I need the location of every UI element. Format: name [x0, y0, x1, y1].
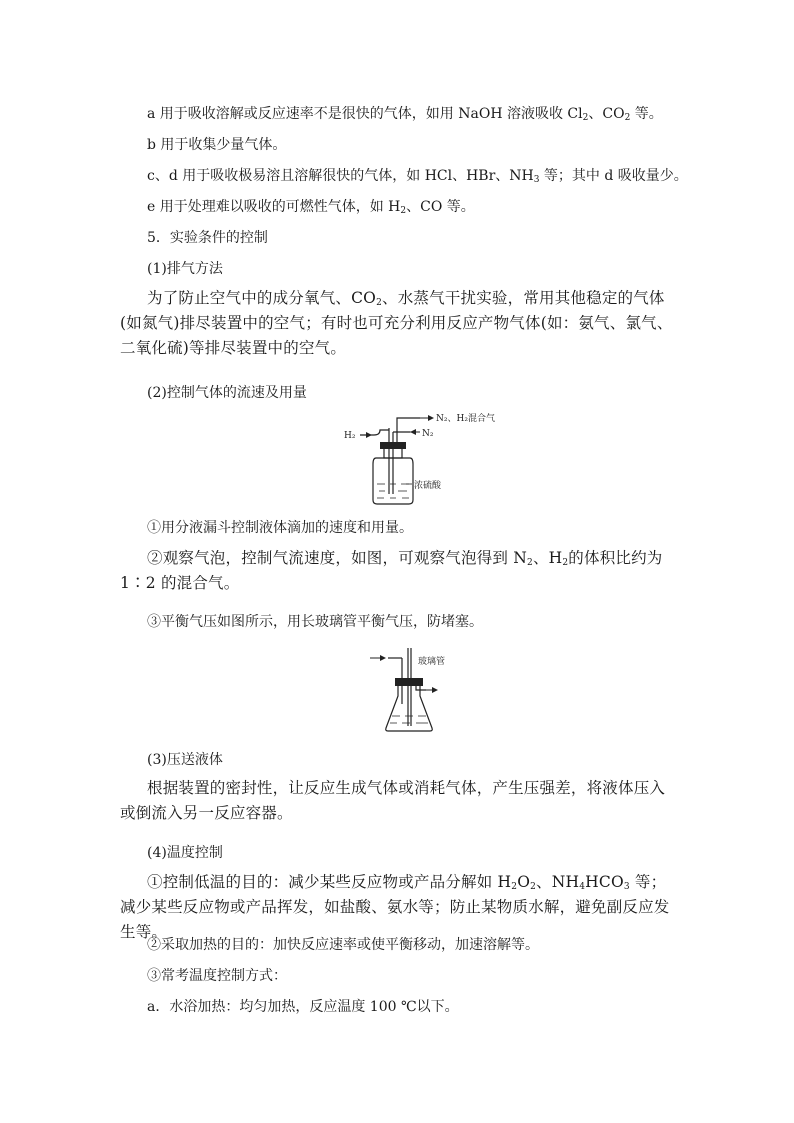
gas-bottle-figure — [340, 408, 500, 508]
line-a-absorb: a 用于吸收溶解或反应速率不是很快的气体，如用 NaOH 溶液吸收 $Cl_2$、$CO_2$ 等。 — [147, 106, 663, 123]
subheading-press: (3)压送液体 — [147, 752, 223, 768]
item-funnel: ①用分液漏斗控制液体滴加的速度和用量。 — [147, 520, 413, 536]
subheading-exhaust: (1)排气方法 — [147, 261, 223, 277]
line-e-flammable: e 用于处理难以吸收的可燃性气体，如 $H_2$、CO 等。 — [147, 199, 475, 216]
para-bubbles: ②观察气泡，控制气流速度，如图，可观察气泡得到 $N_2$、$H_2$的体积比约为 1∶2 的混合气。 — [120, 549, 663, 592]
label-h2: H₂ — [344, 431, 356, 441]
para-press: 根据装置的密封性，让反应生成气体或消耗气体，产生压强差，将液体压入或倒流入另一反应容器。 — [120, 779, 666, 822]
item-water-bath: a．水浴加热：均匀加热，反应温度 100 ℃以下。 — [147, 999, 459, 1015]
label-acid: 浓硫酸 — [414, 481, 442, 491]
subheading-flow: (2)控制气体的流速及用量 — [147, 385, 307, 401]
label-n2: N₂ — [422, 429, 434, 439]
flask-figure — [364, 644, 474, 736]
section-heading: 5．实验条件的控制 — [147, 230, 268, 246]
para-exhaust: 为了防止空气中的成分氧气、$CO_2$、水蒸气干扰实验，常用其他稳定的气体(如氮气)排尽装置中的空气；有时也可充分利用反应产物气体(如：氨气、氯气、二氧化硫)等排尽装置中的空气。 — [120, 289, 673, 357]
line-b-collect: b 用于收集少量气体。 — [147, 137, 287, 153]
subheading-temp: (4)温度控制 — [147, 845, 223, 861]
item-heating: ②采取加热的目的：加快反应速率或使平衡移动，加速溶解等。 — [147, 937, 539, 953]
para-low-temp: ①控制低温的目的：减少某些反应物或产品分解如 $H_2O_2$、$NH_4HCO_3$ 等；减少某些反应物或产品挥发，如盐酸、氨水等；防止某物质水解，避免副反应发生等。 — [120, 873, 670, 941]
label-glass-tube: 玻璃管 — [418, 657, 446, 667]
item-pressure: ③平衡气压如图所示，用长玻璃管平衡气压，防堵塞。 — [147, 614, 483, 630]
label-mixture: N₂、H₂混合气 — [436, 414, 495, 424]
line-cd-absorb: c、d 用于吸收极易溶且溶解很快的气体，如 HCl、HBr、$NH_3$ 等；其中 d 吸收量少。 — [147, 168, 688, 185]
item-temp-methods: ③常考温度控制方式： — [147, 968, 287, 984]
